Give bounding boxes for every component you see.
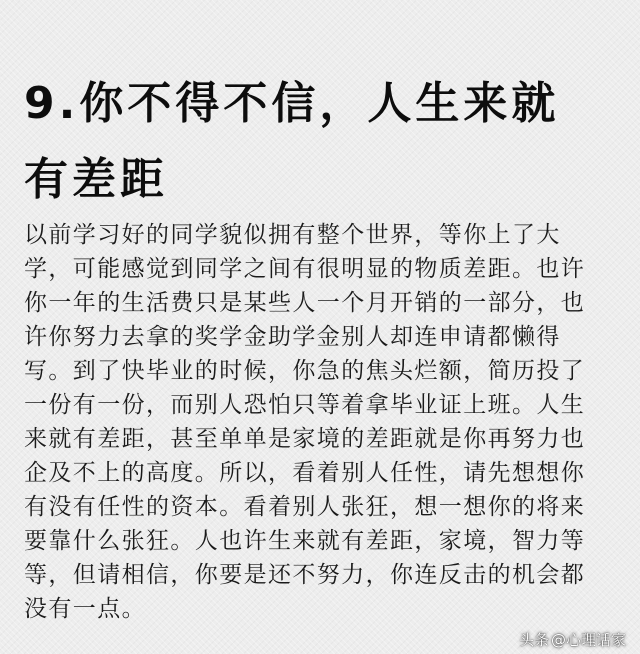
body-line: 以前学习好的同学貌似拥有整个世界，等你上了大 [24, 222, 561, 248]
body-line: 一份有一份，而别人恐怕只等着拿毕业证上班。人生 [24, 392, 586, 418]
source-watermark [519, 629, 626, 650]
body-line: 有没有任性的资本。看着别人张狂，想一想你的将来 [24, 494, 586, 520]
body-line: 学，可能感觉到同学之间有很明显的物质差距。也许 [24, 256, 586, 282]
body-line: 企及不上的高度。所以，看着别人任性，请先想想你 [24, 460, 586, 486]
heading-line: 9.你不得不信，人生来就 [24, 78, 560, 129]
watermark-handle: @心理话家 [550, 631, 626, 649]
body-line: 你一年的生活费只是某些人一个月开销的一部分，也 [24, 290, 586, 316]
body-line: 许你努力去拿的奖学金助学金别人却连申请都懒得 [24, 324, 561, 350]
body-line: 等，但请相信，你要是还不努力，你连反击的机会都 [24, 562, 586, 588]
body-line: 来就有差距，甚至单单是家境的差距就是你再努力也 [24, 426, 586, 452]
article-body [24, 218, 624, 626]
article-heading [24, 66, 624, 218]
body-line: 没有一点。 [24, 596, 146, 622]
heading-line: 有差距 [24, 154, 168, 205]
body-line: 要靠什么张狂。人也许生来就有差距，家境，智力等 [24, 528, 586, 554]
body-line: 写。到了快毕业的时候，你急的焦头烂额，简历投了 [24, 358, 586, 384]
watermark-prefix: 头条 [518, 631, 549, 649]
